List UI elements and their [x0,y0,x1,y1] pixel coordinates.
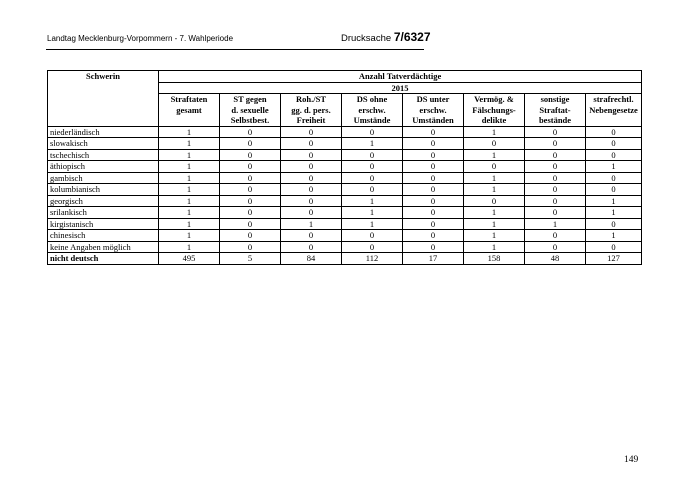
table-cell: 0 [220,138,281,150]
table-row [48,195,642,207]
table-cell: 0 [281,230,342,242]
column-header-line: Fälschungs- [472,104,516,115]
column-header-line: gesamt [176,104,202,115]
row-label: gambisch [48,172,159,184]
table-cell: 0 [403,207,464,219]
table-row [48,218,642,230]
table-cell: 1 [464,172,525,184]
column-header [464,94,525,127]
column-header-line: Umständen [412,115,454,125]
table-cell: 1 [159,138,220,150]
table-cell: 0 [403,230,464,242]
table-cell: 0 [220,149,281,161]
table-row [48,149,642,161]
page-number: 149 [624,455,639,465]
table-row [48,230,642,242]
table-cell: 1 [159,218,220,230]
table-cell: 0 [464,138,525,150]
table-cell: 0 [403,138,464,150]
table-cell: 1 [159,172,220,184]
table-cell: 0 [403,172,464,184]
table-cell: 0 [281,126,342,138]
table-cell: 495 [159,253,220,265]
table-cell: 5 [220,253,281,265]
table-cell: 1 [586,195,642,207]
table-cell: 0 [281,172,342,184]
table-cell: 1 [586,230,642,242]
table-cell: 0 [586,126,642,138]
column-header-line: erschw. [419,104,447,115]
table-cell: 0 [525,172,586,184]
table-cell: 1 [586,207,642,219]
group-header: Anzahl Tatverdächtige [159,71,642,83]
row-label: georgisch [48,195,159,207]
table-cell: 0 [220,161,281,173]
table-cell: 1 [464,241,525,253]
column-header-line: strafrechtl. [593,94,634,104]
column-header-line: ST gegen [233,94,267,104]
table-cell: 0 [342,149,403,161]
region-header: Schwerin [48,71,159,127]
table-cell: 0 [342,184,403,196]
column-header [220,94,281,127]
table-cell: 0 [281,184,342,196]
table-cell: 0 [220,172,281,184]
table-cell: 0 [342,172,403,184]
column-header-line: delikte [481,115,507,125]
drucksache-label: Drucksache [341,33,392,44]
table-cell: 1 [586,161,642,173]
column-header [159,94,220,127]
table-cell: 158 [464,253,525,265]
column-header-line: sonstige [540,94,570,104]
table-cell: 0 [342,241,403,253]
column-header-line: Nebengesetze [589,104,638,115]
table-cell: 0 [342,126,403,138]
column-header-line: Straftat- [539,104,571,115]
row-label: äthiopisch [48,161,159,173]
table-cell: 0 [525,207,586,219]
table-cell: 1 [464,149,525,161]
table-cell: 1 [159,195,220,207]
header-left: Landtag Mecklenburg-Vorpommern - 7. Wahlperiode [47,34,234,43]
table-cell: 0 [403,195,464,207]
column-header-line: Roh./ST [296,94,326,104]
table-cell: 0 [586,149,642,161]
table-cell: 0 [281,161,342,173]
table-cell: 0 [281,195,342,207]
document-number [341,30,431,44]
table-cell: 1 [159,230,220,242]
row-label: srilankisch [48,207,159,219]
table-row [48,207,642,219]
total-row [48,253,642,265]
row-label: tschechisch [48,149,159,161]
table-cell: 1 [464,207,525,219]
table-cell: 1 [342,195,403,207]
table-cell: 1 [159,241,220,253]
table-cell: 0 [281,149,342,161]
table-cell: 1 [525,218,586,230]
row-label: kolumbianisch [48,184,159,196]
table-cell: 0 [403,218,464,230]
column-header [403,94,464,127]
table-cell: 0 [403,161,464,173]
table-cell: 0 [220,230,281,242]
table-row [48,172,642,184]
table-cell: 1 [464,126,525,138]
table-cell: 48 [525,253,586,265]
table-cell: 0 [525,184,586,196]
table-cell: 0 [464,195,525,207]
table-cell: 1 [464,230,525,242]
table-cell: 0 [586,241,642,253]
table-cell: 1 [159,161,220,173]
statistics-table [47,70,642,265]
table-cell: 0 [525,126,586,138]
table-cell: 0 [403,184,464,196]
table-cell: 0 [464,161,525,173]
table-row [48,126,642,138]
table-cell: 1 [159,149,220,161]
table-cell: 1 [342,207,403,219]
table-cell: 0 [525,230,586,242]
table-cell: 1 [159,126,220,138]
column-header [342,94,403,127]
table-cell: 0 [586,218,642,230]
column-header-line: Selbstbest. [230,115,270,125]
row-label: keine Angaben möglich [48,241,159,253]
table-row [48,241,642,253]
table-cell: 84 [281,253,342,265]
table-cell: 0 [525,241,586,253]
column-header [586,94,642,127]
table-cell: 1 [464,184,525,196]
table-cell: 1 [464,218,525,230]
table-cell: 0 [220,241,281,253]
table-cell: 0 [220,218,281,230]
table-cell: 0 [281,207,342,219]
header-rule [46,49,424,50]
column-header-line: Straftaten [170,94,208,104]
column-header-line: Umstände [353,115,391,125]
table-cell: 0 [220,195,281,207]
table-cell: 0 [281,241,342,253]
column-header-line: DS ohne [356,94,388,104]
table-cell: 1 [281,218,342,230]
table-cell: 127 [586,253,642,265]
table-cell: 1 [342,138,403,150]
year-header: 2015 [159,82,642,94]
column-header-line: Freiheit [296,115,326,125]
table-row [48,184,642,196]
table-cell: 0 [220,207,281,219]
table-cell: 0 [342,161,403,173]
row-label: niederländisch [48,126,159,138]
table-cell: 0 [525,161,586,173]
table-cell: 0 [403,149,464,161]
table-cell: 17 [403,253,464,265]
row-label: chinesisch [48,230,159,242]
table-row [48,138,642,150]
drucksache-number: 7/6327 [393,30,431,44]
table-cell: 0 [342,230,403,242]
table-cell: 0 [525,149,586,161]
column-header-line: DS unter [416,94,450,104]
column-header-line: bestände [538,115,572,125]
row-label: slowakisch [48,138,159,150]
row-label: nicht deutsch [48,253,159,265]
column-header [281,94,342,127]
table-cell: 112 [342,253,403,265]
table-cell: 0 [525,195,586,207]
table-cell: 0 [586,184,642,196]
table-row [48,161,642,173]
table-cell: 0 [220,184,281,196]
table-cell: 1 [159,184,220,196]
column-header-line: gg. d. pers. [291,104,331,115]
column-header-line: d. sexuelle [231,104,269,115]
column-header-line: erschw. [358,104,386,115]
row-label: kirgistanisch [48,218,159,230]
table-cell: 0 [586,138,642,150]
table-cell: 0 [403,241,464,253]
table-cell: 1 [159,207,220,219]
column-header-line: Vermög. & [474,94,514,104]
table-cell: 0 [586,172,642,184]
table-cell: 0 [220,126,281,138]
table-cell: 0 [403,126,464,138]
table-cell: 1 [342,218,403,230]
table-cell: 0 [525,138,586,150]
column-header [525,94,586,127]
table-cell: 0 [281,138,342,150]
